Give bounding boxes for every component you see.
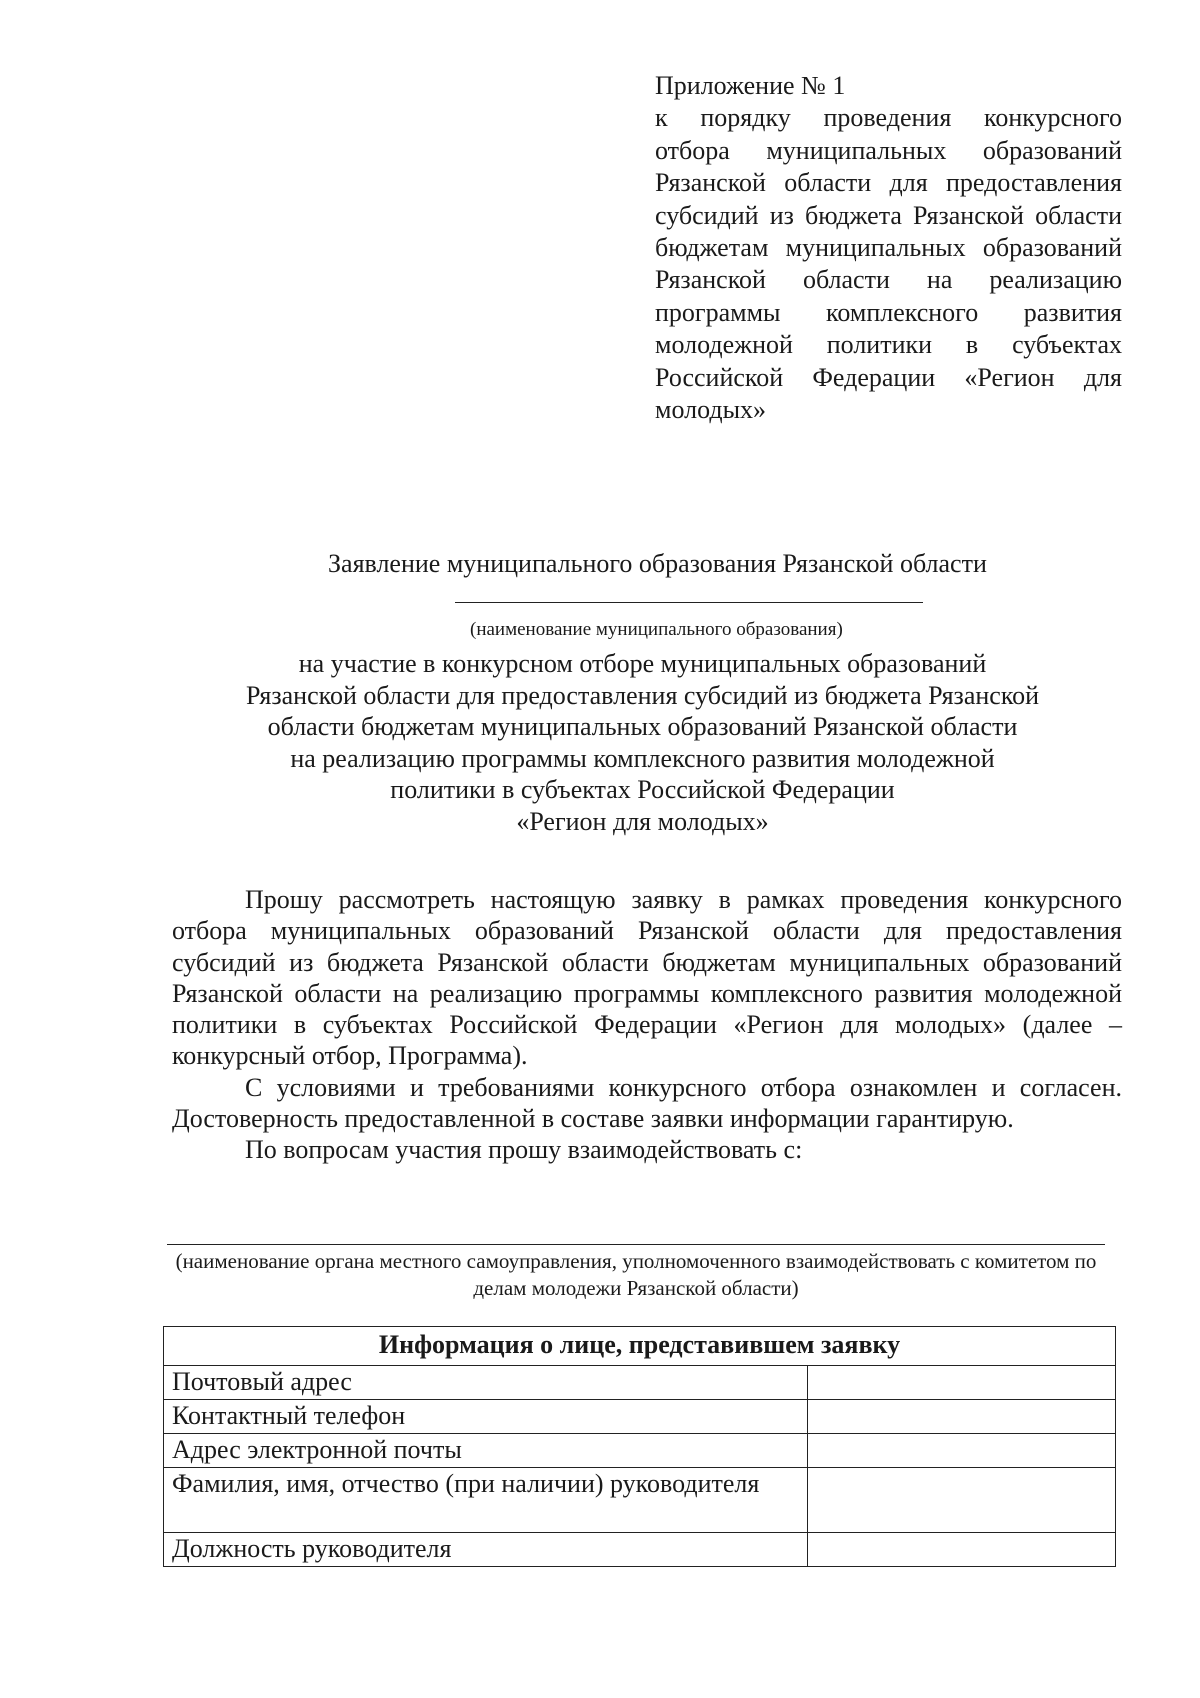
table-row <box>164 1366 1116 1400</box>
table-row <box>164 1400 1116 1434</box>
subtitle-line: области бюджетам муниципальных образований Рязанской области <box>267 712 1018 741</box>
consent-paragraph: С условиями и требованиями конкурсного отбора ознакомлен и согласен. Достоверность предоставленной в составе заявки информации гарантирую. <box>172 1072 1122 1134</box>
subtitle-line: Рязанской области для предоставления субсидий из бюджета Рязанской <box>245 680 1040 710</box>
subtitle-line: на реализацию программы комплексного развития молодежной <box>290 743 995 773</box>
appendix-block <box>655 70 1122 426</box>
applicant-info-table <box>163 1326 1116 1567</box>
municipality-name-caption: (наименование муниципального образования) <box>470 619 843 640</box>
municipality-name-blank <box>455 602 923 603</box>
row-value-postal-address <box>808 1366 1116 1400</box>
application-body <box>172 884 1122 1166</box>
table-row <box>164 1434 1116 1468</box>
document-title: Заявление муниципального образования Рязанской области <box>328 549 987 578</box>
appendix-title: Приложение № 1 <box>655 71 846 100</box>
local-authority-blank <box>167 1244 1105 1245</box>
table-row <box>164 1533 1116 1567</box>
row-value-email <box>808 1434 1116 1468</box>
row-value-head-name <box>808 1468 1116 1533</box>
document-subtitle <box>195 648 1090 837</box>
row-label-phone: Контактный телефон <box>164 1400 808 1434</box>
subtitle-line: на участие в конкурсном отборе муниципальных образований <box>298 649 987 678</box>
request-paragraph: Прошу рассмотреть настоящую заявку в рамках проведения конкурсного отбора муниципальных образований Рязанской области для предоставления субсидий из бюджета Рязанской области бюджетам муниципальных образований Рязанской области на реализацию программы комплексного развития молодежной политики в субъектах Российской Федерации «Регион для молодых» (далее – конкурсный отбор, Программа). <box>172 885 1122 1071</box>
row-label-head-name: Фамилия, имя, отчество (при наличии) руководителя <box>164 1468 808 1533</box>
table-header: Информация о лице, представившем заявку <box>164 1327 1116 1366</box>
table-row <box>164 1468 1116 1533</box>
row-value-phone <box>808 1400 1116 1434</box>
row-label-postal-address: Почтовый адрес <box>164 1366 808 1400</box>
subtitle-line: политики в субъектах Российской Федерации <box>390 775 895 804</box>
appendix-text: к порядку проведения конкурсного отбора муниципальных образований Рязанской области для предоставления субсидий из бюджета Рязанской области бюджетам муниципальных образований Рязанской области на реализацию программы комплексного развития молодежной политики в субъектах Российской Федерации «Регион для молодых» <box>655 103 1122 425</box>
row-value-head-position <box>808 1533 1116 1567</box>
local-authority-caption: (наименование органа местного самоуправления, уполномоченного взаимодействовать с комитетом по делам молодежи Рязанской области) <box>175 1249 1097 1300</box>
subtitle-line: «Регион для молодых» <box>516 806 769 836</box>
row-label-head-position: Должность руководителя <box>164 1533 808 1567</box>
row-label-email: Адрес электронной почты <box>164 1434 808 1468</box>
contact-paragraph: По вопросам участия прошу взаимодействовать с: <box>245 1135 803 1165</box>
